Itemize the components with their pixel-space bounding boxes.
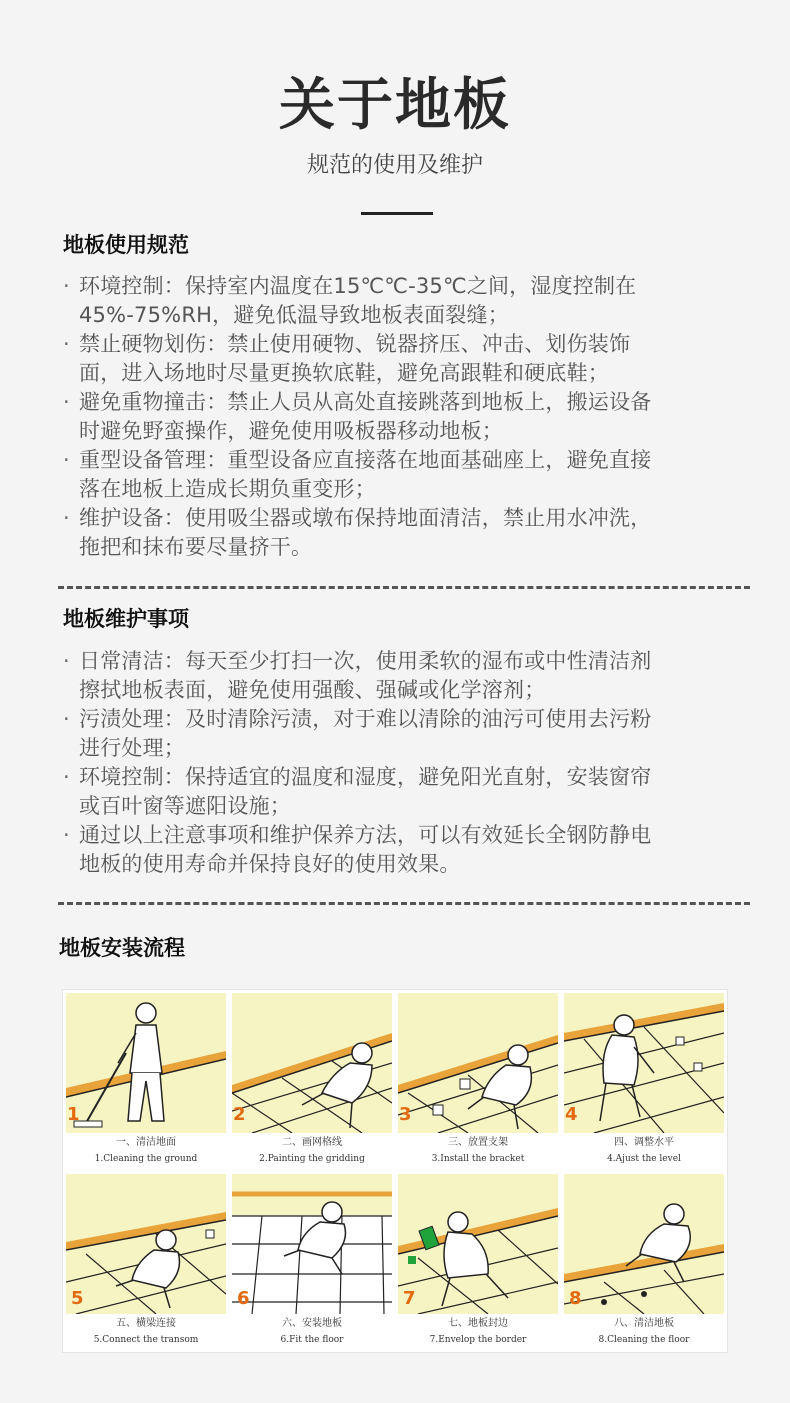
install-step	[395, 990, 561, 1171]
list-item: · 日常清洁：每天至少打扫一次，使用柔软的湿布或中性清洁剂 擦拭地板表面，避免使用强酸、强碱或化学溶剂；	[63, 649, 652, 702]
adjust-level-illustration	[564, 993, 724, 1133]
usage-heading: 地板使用规范	[63, 233, 189, 257]
step-label-en: 4.Ajust the level	[607, 1154, 681, 1164]
list-item: · 通过以上注意事项和维护保养方法，可以有效延长全钢防静电 地板的使用寿命并保持良好的使用效果。	[63, 823, 652, 876]
page-title: 关于地板	[279, 73, 511, 138]
maintenance-heading: 地板维护事项	[63, 607, 189, 631]
step-number: 7	[403, 1288, 416, 1309]
step-label-cn: 五、横梁连接	[116, 1318, 176, 1329]
list-item: · 维护设备：使用吸尘器或墩布保持地面清洁，禁止用水冲洗， 拖把和抹布要尽量挤干。	[63, 506, 652, 559]
list-item: · 环境控制：保持适宜的温度和湿度，避免阳光直射，安装窗帘 或百叶窗等遮阳设施；	[63, 765, 652, 818]
step-label-cn: 三、放置支架	[448, 1137, 508, 1148]
step-number: 5	[71, 1288, 84, 1309]
step-number: 2	[233, 1104, 246, 1125]
step-label-en: 8.Cleaning the floor	[598, 1335, 690, 1345]
list-item: · 避免重物撞击：禁止人员从高处直接跳落到地板上，搬运设备 时避免野蛮操作，避免使用吸板器移动地板；	[63, 390, 652, 443]
step-label-en: 5.Connect the transom	[93, 1335, 199, 1345]
step-label-en: 1.Cleaning the ground	[94, 1154, 198, 1164]
list-item: · 重型设备管理：重型设备应直接落在地面基础座上，避免直接 落在地板上造成长期负重变形；	[63, 448, 652, 501]
install-step	[229, 1171, 395, 1352]
step-label-cn: 一、清洁地面	[116, 1137, 176, 1148]
envelop-border-illustration	[398, 1174, 558, 1314]
fit-floor-illustration	[232, 1174, 392, 1314]
painting-grid-illustration	[232, 993, 392, 1133]
maintenance-list	[63, 647, 743, 879]
connect-transom-illustration	[66, 1174, 226, 1314]
list-item: · 禁止硬物划伤：禁止使用硬物、锐器挤压、冲击、划伤装饰 面，进入场地时尽量更换软底鞋，避免高跟鞋和硬底鞋；	[63, 332, 631, 385]
step-label-en: 3.Install the bracket	[431, 1154, 525, 1164]
usage-list	[63, 272, 743, 562]
page-subtitle: 规范的使用及维护	[306, 153, 483, 178]
install-step	[63, 990, 229, 1171]
step-label-en: 7.Envelop the border	[429, 1335, 527, 1345]
install-step	[561, 1171, 727, 1352]
step-number: 1	[67, 1104, 80, 1125]
step-number: 8	[569, 1288, 582, 1309]
step-label-cn: 六、安装地板	[282, 1318, 342, 1329]
list-item: · 环境控制：保持室内温度在15℃℃-35℃之间，湿度控制在 45%-75%RH，避免低温导致地板表面裂缝；	[63, 274, 637, 327]
step-label-cn: 八、清洁地板	[614, 1318, 674, 1329]
install-heading: 地板安装流程	[59, 936, 185, 960]
step-label-cn: 二、画网格线	[282, 1137, 342, 1148]
step-number: 6	[237, 1288, 250, 1309]
cleaning-ground-illustration	[66, 993, 226, 1133]
step-label-cn: 七、地板封边	[448, 1318, 508, 1329]
section-divider	[58, 902, 750, 905]
cleaning-floor-illustration	[564, 1174, 724, 1314]
install-step	[229, 990, 395, 1171]
step-label-en: 6.Fit the floor	[280, 1335, 344, 1345]
section-divider	[58, 586, 750, 589]
title-underline	[361, 212, 433, 215]
list-item: · 污渍处理：及时清除污渍，对于难以清除的油污可使用去污粉 进行处理；	[63, 707, 652, 760]
step-number: 4	[565, 1104, 578, 1125]
install-bracket-illustration	[398, 993, 558, 1133]
install-step	[395, 1171, 561, 1352]
step-label-cn: 四、调整水平	[614, 1137, 674, 1148]
step-number: 3	[399, 1104, 412, 1125]
install-step	[63, 1171, 229, 1352]
install-step	[561, 990, 727, 1171]
step-label-en: 2.Painting the gridding	[259, 1154, 365, 1164]
install-steps-panel	[63, 990, 727, 1352]
